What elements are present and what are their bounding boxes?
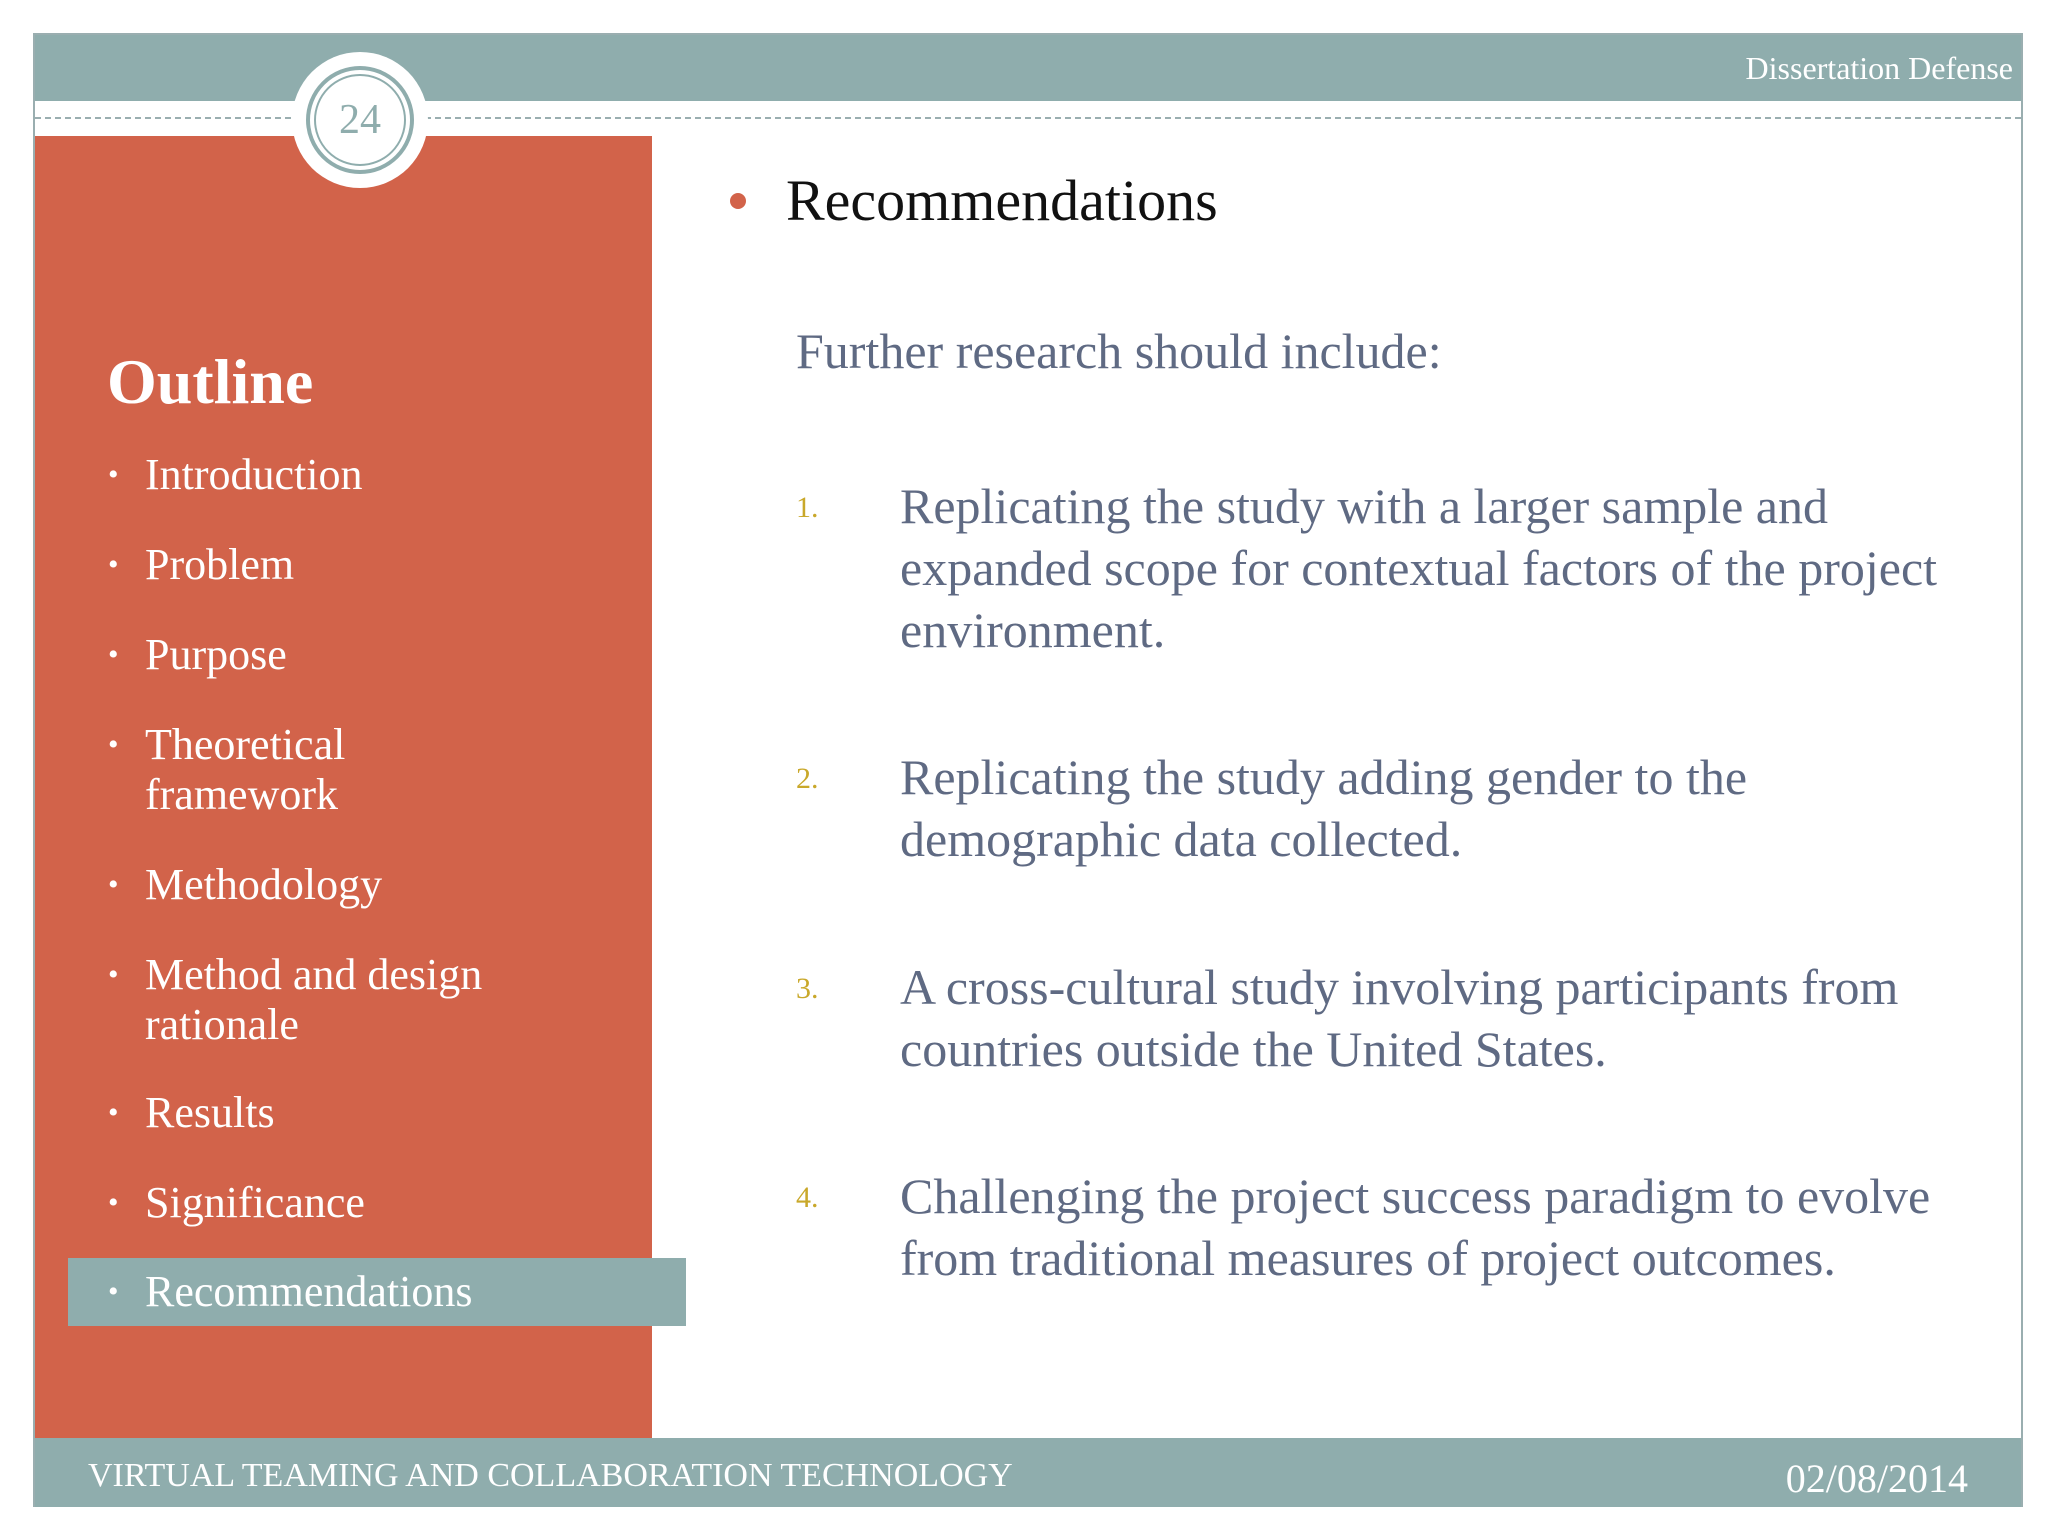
bullet-icon: •: [108, 638, 119, 671]
outline-item-significance[interactable]: [68, 1178, 686, 1228]
outline-item-label: Results: [145, 1088, 275, 1137]
outline-item-purpose[interactable]: [68, 630, 686, 680]
outline-item-label: Problem: [145, 540, 295, 589]
recommendation-text: Replicating the study with a larger sample and expanded scope for contextual factors of the project environment.: [900, 478, 1938, 658]
outline-item-problem[interactable]: [68, 540, 686, 590]
bullet-icon: •: [108, 958, 119, 991]
outline-item-label: Introduction: [145, 450, 363, 499]
recommendation-text: Replicating the study adding gender to the demographic data collected.: [900, 749, 1748, 867]
recommendation-number: 2.: [796, 762, 819, 795]
outline-item-label: Theoretical framework: [145, 720, 346, 819]
intro-text: Further research should include:: [796, 323, 1442, 379]
bullet-icon: •: [108, 1275, 119, 1308]
outline-item-label: Methodology: [145, 860, 383, 909]
outline-item-label: Method and design rationale: [145, 950, 483, 1049]
outline-item-label: Significance: [145, 1178, 365, 1227]
outline-item-label: Recommendations: [145, 1267, 473, 1316]
recommendation-number: 4.: [796, 1181, 819, 1214]
outline-item-theoretical-framework[interactable]: [68, 720, 686, 820]
outline-item-methodology[interactable]: [68, 860, 686, 910]
recommendation-text: Challenging the project success paradigm to evolve from traditional measures of project outcomes.: [900, 1168, 1931, 1286]
footer-date: 02/08/2014: [1785, 1456, 1968, 1501]
bullet-icon: •: [108, 868, 119, 901]
recommendation-number: 1.: [796, 491, 819, 524]
bullet-icon: •: [108, 1186, 119, 1219]
outline-item-results[interactable]: [68, 1088, 686, 1138]
bullet-icon: •: [108, 458, 119, 491]
outline-item-method-and-design-rationale[interactable]: [68, 950, 686, 1050]
bullet-icon: •: [108, 548, 119, 581]
outline-item-introduction[interactable]: [68, 450, 686, 500]
heading-bullet-icon: [730, 193, 746, 209]
bullet-icon: •: [108, 728, 119, 761]
section-heading: Recommendations: [786, 168, 1218, 233]
footer-title: VIRTUAL TEAMING AND COLLABORATION TECHNOLOGY: [88, 1457, 1013, 1494]
outline-title: Outline: [107, 346, 314, 417]
bullet-icon: •: [108, 1096, 119, 1129]
page-number-ring: [314, 74, 406, 166]
page-number: 24: [339, 97, 381, 143]
presentation-title: Dissertation Defense: [1745, 50, 2013, 86]
outline-item-recommendations[interactable]: [68, 1258, 686, 1326]
recommendation-text: A cross-cultural study involving participants from countries outside the United States.: [900, 959, 1899, 1077]
outline-item-label: Purpose: [145, 630, 287, 679]
recommendation-number: 3.: [796, 972, 819, 1005]
